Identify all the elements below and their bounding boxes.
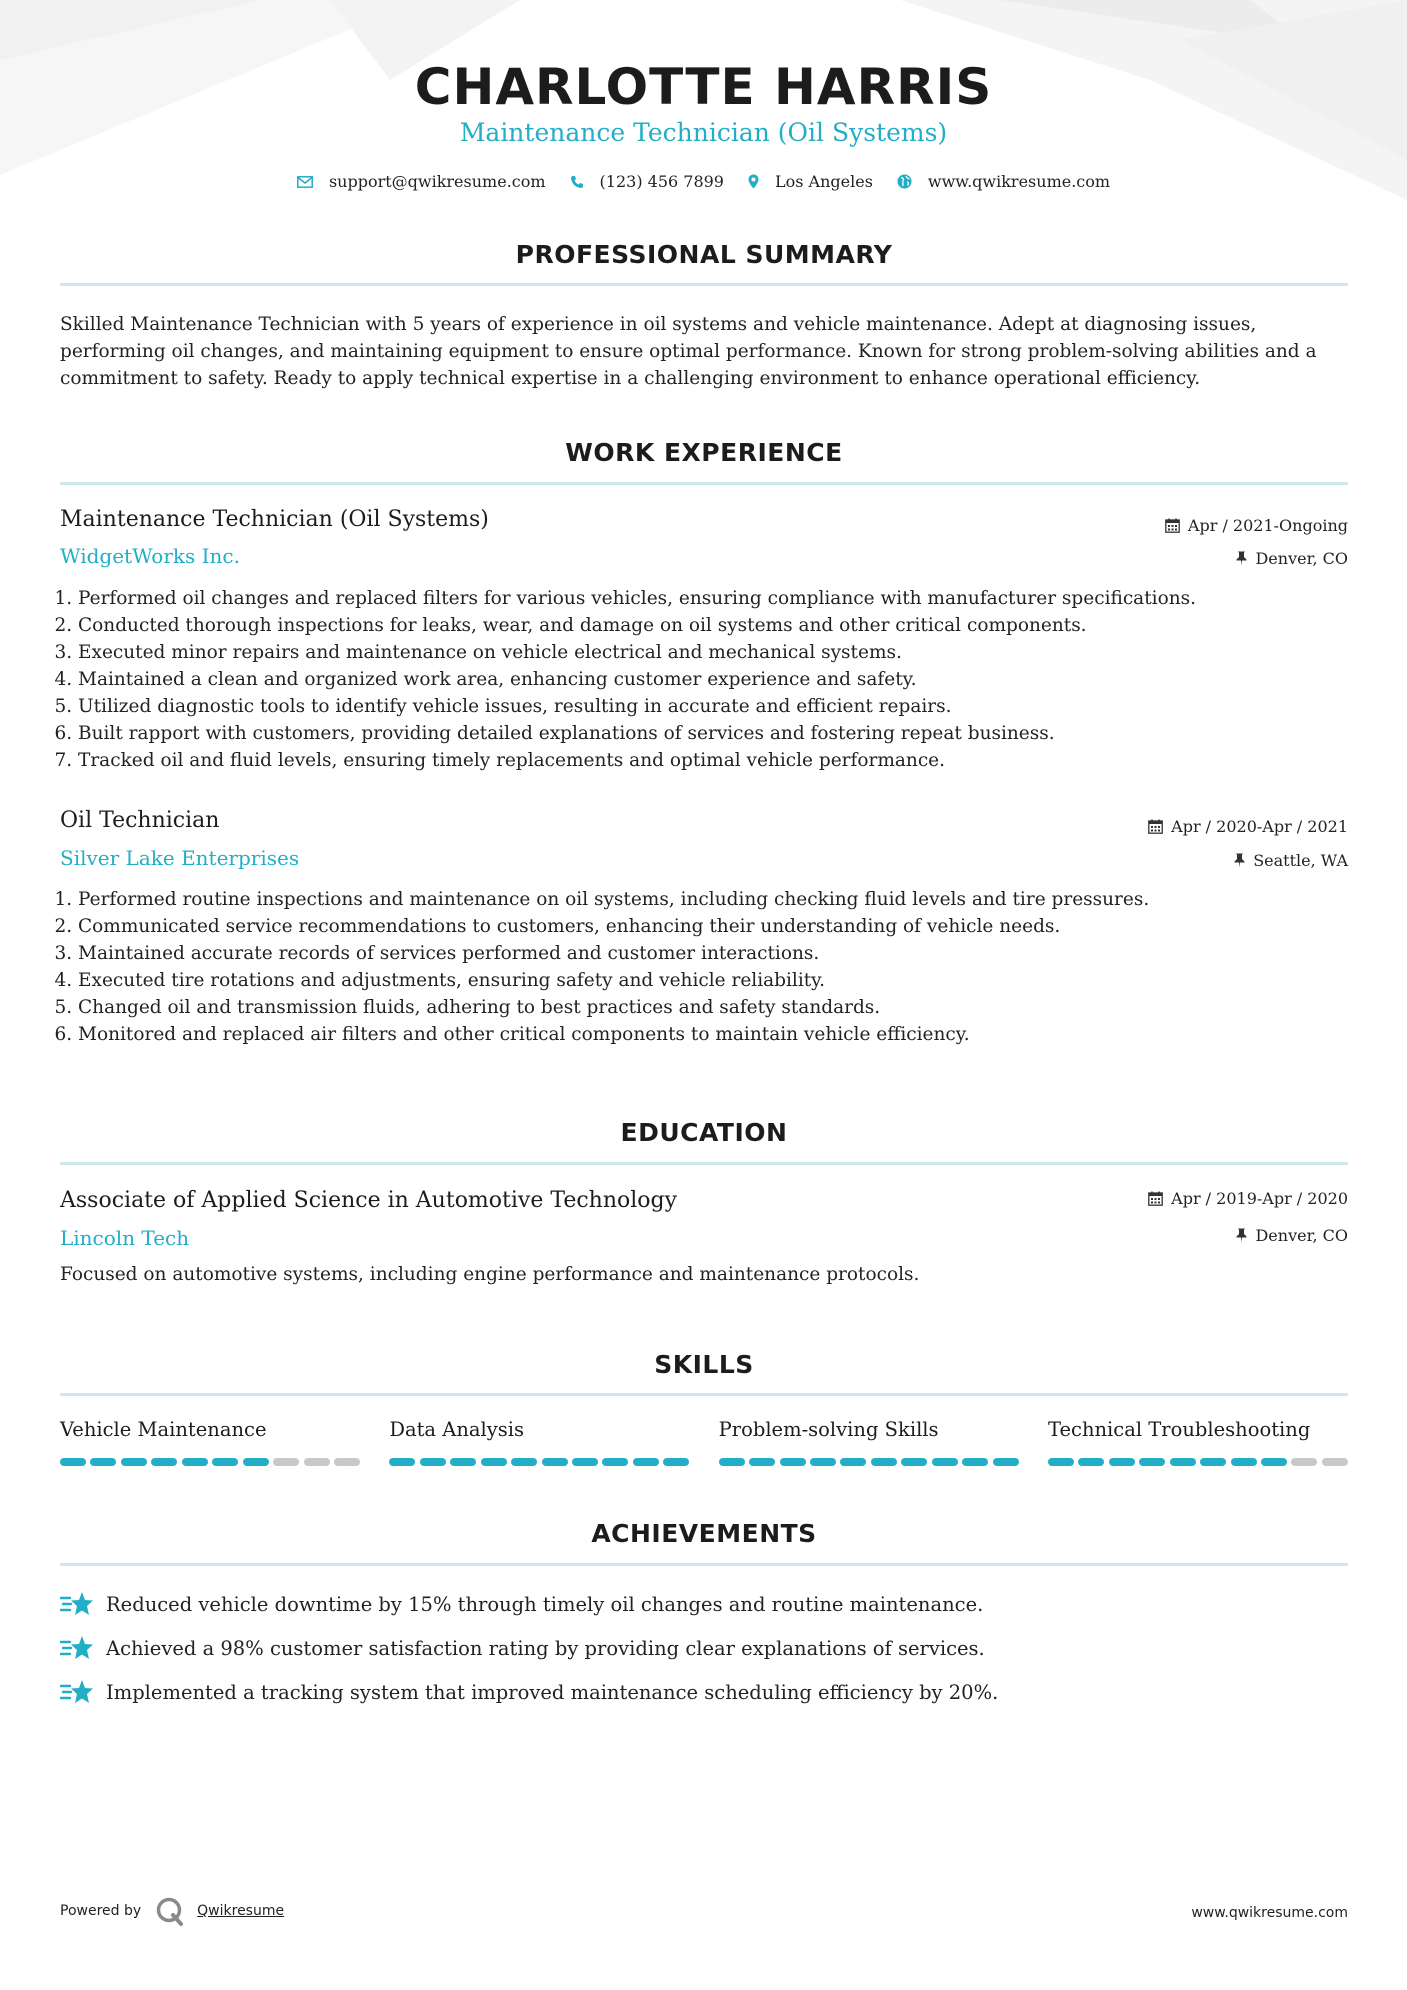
skills-heading: SKILLS bbox=[654, 1350, 754, 1379]
skill-level-bar bbox=[60, 1458, 360, 1466]
achievements-heading: ACHIEVEMENTS bbox=[591, 1519, 817, 1548]
achievement-text: Implemented a tracking system that improved maintenance scheduling efficiency by 20%. bbox=[106, 1680, 999, 1704]
skill-level-bar bbox=[389, 1458, 689, 1466]
skill-level-segment bbox=[182, 1458, 208, 1466]
skill-level-bar bbox=[719, 1458, 1019, 1466]
list-item: 1. Performed oil changes and replaced filters for various vehicles, ensuring compliance with manufacturer specifications. bbox=[78, 585, 1366, 612]
skill-level-segment bbox=[1048, 1458, 1074, 1466]
job-location bbox=[1236, 549, 1348, 568]
education-location-text: Denver, CO bbox=[1255, 1226, 1348, 1245]
achievement-text: Achieved a 98% customer satisfaction rating by providing clear explanations of services. bbox=[106, 1636, 985, 1660]
skill-level-segment bbox=[90, 1458, 116, 1466]
skill-name: Vehicle Maintenance bbox=[60, 1418, 267, 1441]
skill-level-segment bbox=[273, 1458, 299, 1466]
company-name: Silver Lake Enterprises bbox=[60, 846, 300, 870]
skill-level-segment bbox=[304, 1458, 330, 1466]
school-name: Lincoln Tech bbox=[60, 1226, 190, 1250]
skill-level-segment bbox=[840, 1458, 866, 1466]
skill-level-segment bbox=[481, 1458, 507, 1466]
job-dates-text: Apr / 2020-Apr / 2021 bbox=[1171, 817, 1348, 836]
experience-divider bbox=[60, 482, 1348, 485]
list-item: 5. Changed oil and transmission fluids, adhering to best practices and safety standards. bbox=[78, 994, 1366, 1021]
footer-website-link[interactable]: www.qwikresume.com bbox=[1191, 1905, 1348, 1921]
skill-level-segment bbox=[389, 1458, 415, 1466]
calendar-icon bbox=[1148, 1191, 1163, 1206]
skills-list bbox=[60, 1418, 1348, 1466]
list-item: 3. Maintained accurate records of services performed and customer interactions. bbox=[78, 940, 1366, 967]
job-title: Oil Technician bbox=[60, 808, 220, 833]
skill-level-segment bbox=[121, 1458, 147, 1466]
list-item: 4. Maintained a clean and organized work area, enhancing customer experience and safety. bbox=[78, 666, 1366, 693]
skill-level-segment bbox=[749, 1458, 775, 1466]
job-location-text: Seattle, WA bbox=[1253, 851, 1348, 870]
list-item: 2. Conducted thorough inspections for leaks, wear, and damage on oil systems and other critical components. bbox=[78, 612, 1366, 639]
list-item: 6. Built rapport with customers, providing detailed explanations of services and fostering repeat business. bbox=[78, 720, 1366, 747]
skill-level-segment bbox=[993, 1458, 1019, 1466]
education-dates-text: Apr / 2019-Apr / 2020 bbox=[1171, 1189, 1348, 1208]
contact-location bbox=[748, 172, 873, 191]
summary-text: Skilled Maintenance Technician with 5 years of experience in oil systems and vehicle maintenance. Adept at diagnosing issues, performing oil changes, and maintaining equipment to ensure optimal performance. Known for strong problem-solving abilities and a commitment to safety. Ready to apply technical expertise in a challenging environment to enhance operational efficiency. bbox=[60, 314, 1317, 389]
pushpin-icon bbox=[1234, 853, 1245, 868]
list-item: 3. Executed minor repairs and maintenance on vehicle electrical and mechanical systems. bbox=[78, 639, 1366, 666]
powered-by-label: Powered by bbox=[60, 1903, 142, 1919]
job-bullets bbox=[60, 585, 1366, 774]
shooting-star-icon bbox=[60, 1590, 94, 1618]
company-name: WidgetWorks Inc. bbox=[60, 544, 240, 568]
job-location bbox=[1234, 851, 1348, 870]
skills-divider bbox=[60, 1393, 1348, 1396]
list-item: 1. Performed routine inspections and maintenance on oil systems, including checking fluid levels and tire pressures. bbox=[78, 886, 1366, 913]
skill-level-segment bbox=[1231, 1458, 1257, 1466]
skill-item bbox=[60, 1418, 360, 1466]
job-location-text: Denver, CO bbox=[1255, 549, 1348, 568]
skill-name: Technical Troubleshooting bbox=[1047, 1418, 1311, 1441]
skill-level-segment bbox=[243, 1458, 269, 1466]
skill-level-segment bbox=[901, 1458, 927, 1466]
job-dates-text: Apr / 2021-Ongoing bbox=[1187, 516, 1348, 535]
skill-level-segment bbox=[1170, 1458, 1196, 1466]
job-dates bbox=[1165, 516, 1348, 535]
qwikresume-link[interactable]: Qwikresume bbox=[197, 1903, 285, 1919]
map-pin-icon bbox=[748, 174, 759, 189]
skill-item bbox=[1048, 1418, 1348, 1466]
skill-level-segment bbox=[1322, 1458, 1348, 1466]
education-location bbox=[1236, 1226, 1348, 1245]
list-item: 6. Monitored and replaced air filters and other critical components to maintain vehicle efficiency. bbox=[78, 1021, 1366, 1048]
shooting-star-icon bbox=[60, 1634, 94, 1662]
education-divider bbox=[60, 1162, 1348, 1165]
envelope-icon bbox=[297, 176, 313, 188]
skill-name: Problem-solving Skills bbox=[718, 1418, 939, 1441]
job-title: Maintenance Technician (Oil Systems) bbox=[60, 507, 489, 532]
skill-name: Data Analysis bbox=[389, 1418, 525, 1441]
skill-level-segment bbox=[962, 1458, 988, 1466]
skill-level-segment bbox=[663, 1458, 689, 1466]
skill-level-segment bbox=[780, 1458, 806, 1466]
achievement-item bbox=[60, 1678, 1348, 1706]
list-item: 4. Executed tire rotations and adjustments, ensuring safety and vehicle reliability. bbox=[78, 967, 1366, 994]
skill-level-segment bbox=[633, 1458, 659, 1466]
skill-level-segment bbox=[60, 1458, 86, 1466]
education-heading: EDUCATION bbox=[620, 1118, 788, 1147]
achievements-divider bbox=[60, 1563, 1348, 1566]
job-dates bbox=[1148, 817, 1348, 836]
skill-level-segment bbox=[1200, 1458, 1226, 1466]
achievement-item bbox=[60, 1590, 1348, 1618]
summary-divider bbox=[60, 283, 1348, 286]
education-description: Focused on automotive systems, including engine performance and maintenance protocols. bbox=[60, 1264, 920, 1285]
skill-level-segment bbox=[810, 1458, 836, 1466]
degree-title: Associate of Applied Science in Automotive Technology bbox=[60, 1188, 678, 1213]
candidate-role: Maintenance Technician (Oil Systems) bbox=[459, 118, 948, 147]
list-item: 7. Tracked oil and fluid levels, ensuring timely replacements and optimal vehicle performance. bbox=[78, 747, 1366, 774]
contact-phone-text: (123) 456 7899 bbox=[599, 172, 724, 191]
skill-level-segment bbox=[871, 1458, 897, 1466]
achievement-text: Reduced vehicle downtime by 15% through timely oil changes and routine maintenance. bbox=[106, 1592, 984, 1616]
skill-level-bar bbox=[1048, 1458, 1348, 1466]
skill-level-segment bbox=[511, 1458, 537, 1466]
skill-level-segment bbox=[1078, 1458, 1104, 1466]
skill-level-segment bbox=[1109, 1458, 1135, 1466]
education-dates bbox=[1148, 1189, 1348, 1208]
calendar-icon bbox=[1148, 819, 1163, 834]
skill-item bbox=[719, 1418, 1019, 1466]
contact-website-text: www.qwikresume.com bbox=[927, 172, 1111, 191]
qwikresume-logo-icon bbox=[155, 1896, 185, 1926]
contact-bar bbox=[0, 172, 1407, 191]
skill-level-segment bbox=[719, 1458, 745, 1466]
skill-level-segment bbox=[542, 1458, 568, 1466]
skill-level-segment bbox=[602, 1458, 628, 1466]
skill-level-segment bbox=[1291, 1458, 1317, 1466]
skill-level-segment bbox=[572, 1458, 598, 1466]
summary-heading: PROFESSIONAL SUMMARY bbox=[515, 240, 893, 269]
pushpin-icon bbox=[1236, 551, 1247, 566]
skill-level-segment bbox=[450, 1458, 476, 1466]
contact-phone[interactable] bbox=[570, 172, 724, 191]
skill-level-segment bbox=[420, 1458, 446, 1466]
skill-level-segment bbox=[1139, 1458, 1165, 1466]
achievement-item bbox=[60, 1634, 1348, 1662]
experience-heading: WORK EXPERIENCE bbox=[565, 438, 843, 467]
contact-email-text: support@qwikresume.com bbox=[328, 172, 546, 191]
skill-level-segment bbox=[334, 1458, 360, 1466]
list-item: 2. Communicated service recommendations to customers, enhancing their understanding of vehicle needs. bbox=[78, 913, 1366, 940]
contact-email[interactable] bbox=[297, 172, 546, 191]
footer-powered-by bbox=[60, 1896, 284, 1926]
skill-item bbox=[389, 1418, 689, 1466]
skill-level-segment bbox=[151, 1458, 177, 1466]
contact-website[interactable] bbox=[897, 172, 1110, 191]
contact-location-text: Los Angeles bbox=[774, 172, 873, 191]
pushpin-icon bbox=[1236, 1228, 1247, 1243]
globe-icon bbox=[897, 174, 912, 189]
calendar-icon bbox=[1165, 518, 1180, 533]
skill-level-segment bbox=[212, 1458, 238, 1466]
skill-level-segment bbox=[932, 1458, 958, 1466]
list-item: 5. Utilized diagnostic tools to identify vehicle issues, resulting in accurate and efficient repairs. bbox=[78, 693, 1366, 720]
candidate-name: CHARLOTTE HARRIS bbox=[414, 58, 993, 116]
skill-level-segment bbox=[1261, 1458, 1287, 1466]
job-bullets bbox=[60, 886, 1366, 1048]
shooting-star-icon bbox=[60, 1678, 94, 1706]
phone-icon bbox=[570, 175, 584, 189]
